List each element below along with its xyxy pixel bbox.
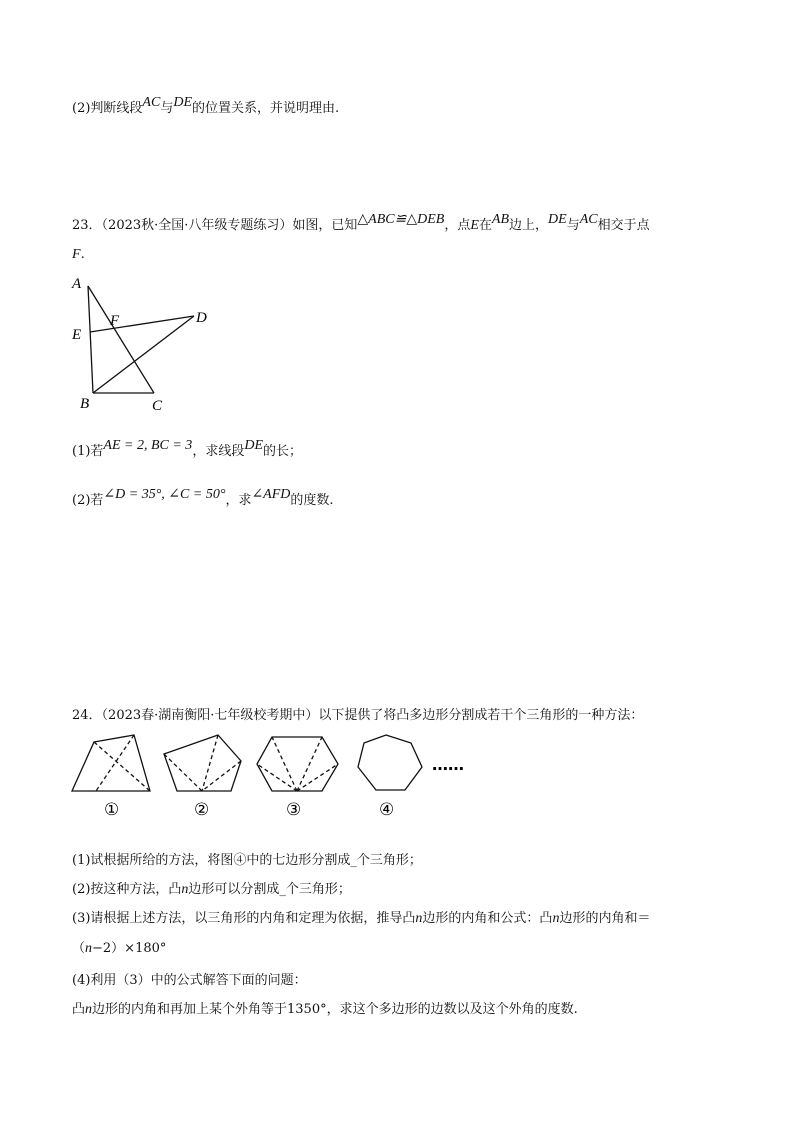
q24-part3-formula: （n−2）×180° [72, 941, 167, 956]
figure-label-4: ④ [379, 800, 395, 820]
pentagon-dashed-1 [202, 735, 218, 791]
quad-dashed-diagonal-1 [94, 742, 150, 791]
math-AC: AC [142, 95, 161, 110]
q23-stem-cont: F. [72, 247, 85, 262]
q24-part4-question: 凸n边形的内角和再加上某个外角等于1350°，求这个多边形的边数以及这个外角的度数. [72, 1002, 578, 1017]
figure-label-1: ① [104, 800, 120, 820]
figure-label-2: ② [194, 800, 210, 820]
quad-dashed-diagonal-2 [96, 735, 134, 791]
segment-BD [93, 316, 194, 393]
segment-AC [88, 286, 154, 393]
q24-polygons-figure [66, 728, 486, 823]
segment-ED [90, 316, 194, 332]
label-C: C [152, 398, 163, 414]
hexagon [257, 737, 338, 791]
q23-geometry-figure [66, 272, 226, 417]
q23-part1: (1)若AE = 2, BC = 3，求线段DE的长； [72, 438, 303, 459]
figure-label-3: ③ [286, 800, 302, 820]
pentagon-dashed-2 [164, 754, 202, 791]
pentagon-dashed-3 [202, 761, 241, 791]
q23-stem: 23．（2023秋·全国·八年级专题练习）如图，已知△ABC≌△DEB，点E在AB边上，DE与AC相交于点 [72, 212, 650, 233]
label-B: B [80, 396, 90, 412]
math-DE: DE [173, 95, 192, 110]
label-D: D [196, 310, 207, 326]
q24-part2: (2)按这种方法，凸n边形可以分割成_个三角形； [72, 882, 351, 897]
q24-stem: 24．（2023春·湖南衡阳·七年级校考期中）以下提供了将凸多边形分割成若干个三角形的一种方法： [72, 708, 644, 723]
quadrilateral [72, 735, 150, 791]
q23-part2: (2)若∠D = 35°, ∠C = 50°，求∠AFD的度数. [72, 487, 334, 508]
label-A: A [72, 276, 82, 292]
label-F: F [110, 313, 120, 329]
label-E: E [72, 327, 82, 343]
segment-AB [88, 286, 93, 393]
q24-part1: (1)试根据所给的方法，将图④中的七边形分割成_个三角形； [72, 853, 422, 868]
q24-part4: (4)利用（3）中的公式解答下面的问题： [72, 973, 307, 988]
pentagon [164, 735, 241, 791]
q22-part2: (2)判断线段AC与DE的位置关系，并说明理由. [72, 95, 340, 116]
q24-part3: (3)请根据上述方法，以三角形的内角和定理为依据，推导凸n边形的内角和公式：凸n边形的内角和＝ [72, 911, 651, 926]
heptagon [358, 735, 422, 790]
ellipsis: …… [432, 755, 464, 774]
math-congruence: △ABC≌△DEB [357, 212, 445, 227]
